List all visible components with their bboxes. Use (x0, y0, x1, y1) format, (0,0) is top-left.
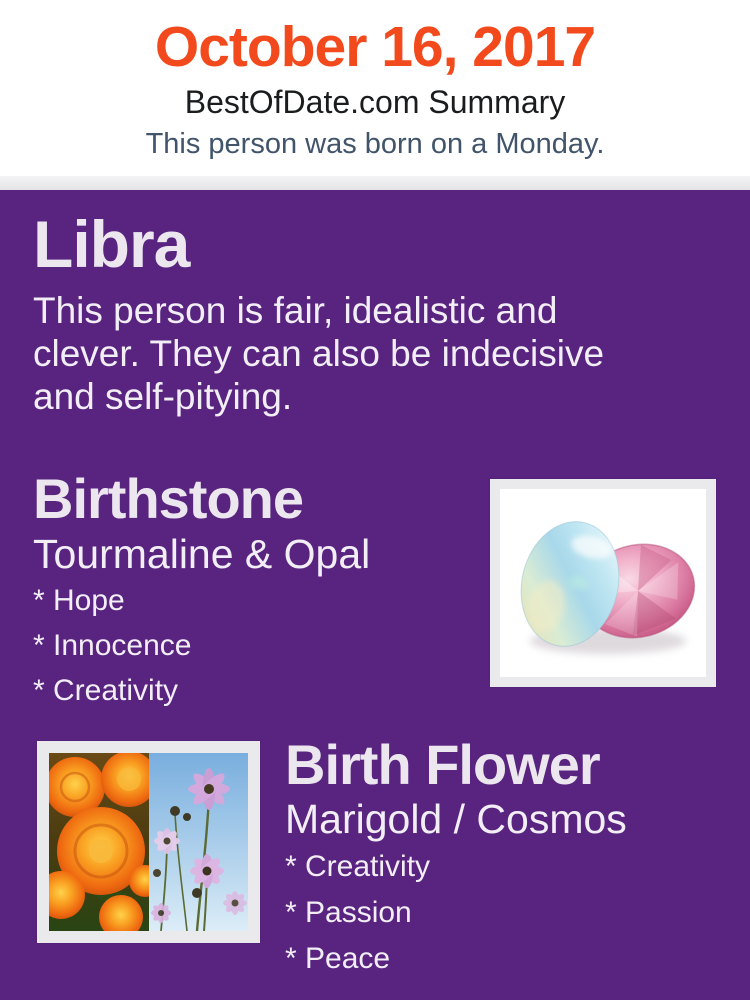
birth-flower-trait: * Peace (285, 942, 391, 975)
birth-flower-trait: * Passion (285, 896, 412, 929)
header-divider (0, 176, 750, 190)
summary-panel (0, 190, 750, 1000)
birth-flower-image (37, 741, 260, 943)
date-title: October 16, 2017 (154, 15, 596, 79)
birthstone-trait-list (33, 584, 191, 719)
zodiac-heading: Libra (33, 207, 190, 281)
birthstone-trait: * Hope (33, 584, 125, 617)
zodiac-description: This person is fair, idealistic and clever. They can also be indecisive and self-pitying. (33, 290, 605, 417)
birth-flower-name: Marigold / Cosmos (285, 796, 627, 842)
birthstone-photo (500, 489, 706, 677)
birth-flower-trait-list (285, 850, 430, 988)
birth-flower-photo (49, 753, 248, 931)
site-summary: BestOfDate.com Summary (184, 84, 566, 120)
birthstone-image (490, 479, 716, 687)
birth-flower-heading: Birth Flower (285, 733, 600, 796)
birthstone-name: Tourmaline & Opal (33, 531, 371, 577)
birthstone-heading: Birthstone (33, 467, 303, 530)
born-weekday-line: This person was born on a Monday. (145, 128, 605, 160)
birth-flower-trait: * Creativity (285, 850, 431, 883)
birthstone-trait: * Innocence (33, 629, 192, 662)
birthstone-trait: * Creativity (33, 674, 179, 707)
